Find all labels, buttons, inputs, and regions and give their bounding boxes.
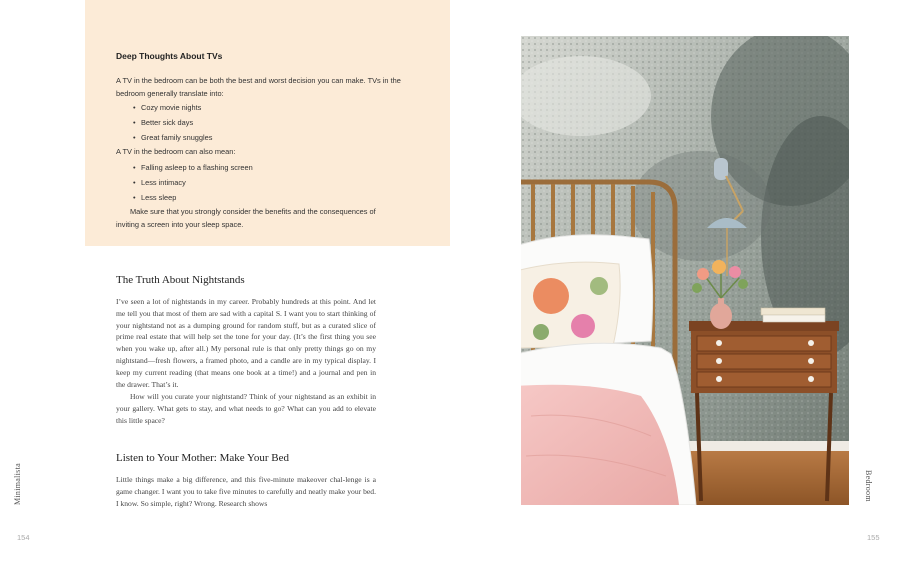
sidebar-list-item: • Cozy movie nights — [133, 103, 201, 112]
sidebar-list-item: • Less sleep — [133, 193, 176, 202]
page-number-right: 155 — [867, 533, 880, 542]
body-paragraph: I’ve seen a lot of nightstands in my career. Probably hundreds at this point. And let me tell you that most of them are sad with a capital S. I want you to start thinking of your nightstand not as a dumping ground for random stuff, but as a curated slice of prime real estate that will help set the tone for your day. (It’s the first thing you see when you wake up, after all.) My personal rule is that only pretty things go on my nightstand—fresh flowers, a framed photo, and a candle are in my typical display. I keep my current reading (that means one book at a time!) and a journal and pen in the drawer. That’s it. — [116, 297, 376, 389]
sidebar-also-mean: A TV in the bedroom can also mean: — [116, 147, 236, 156]
body-paragraph: Little things make a big difference, and this five-minute makeover chal-lenge is a game changer. I want you to take five minutes to carefully and neatly make your bed. I know. So simple, right? Wrong. Research shows — [116, 475, 376, 508]
body-paragraph: How will you curate your nightstand? Think of your nightstand as an exhibit in your gallery. What gets to stay, and what needs to go? What can you add to elevate this little space? — [116, 392, 376, 425]
page-number-left: 154 — [17, 533, 30, 542]
section-heading-make-bed: Listen to Your Mother: Make Your Bed — [116, 452, 289, 464]
bedroom-photo — [521, 36, 849, 505]
sidebar-list-item: • Falling asleep to a flashing screen — [133, 163, 253, 172]
sidebar-list-item: • Great family snuggles — [133, 133, 212, 142]
section-heading-nightstands: The Truth About Nightstands — [116, 274, 245, 286]
sidebar-list-item: • Less intimacy — [133, 178, 186, 187]
sidebar-list-item: • Better sick days — [133, 118, 193, 127]
sidebar-title: Deep Thoughts About TVs — [116, 51, 223, 61]
sidebar-intro: A TV in the bedroom can be both the best and worst decision you can make. TVs in the bedroom generally translate into: — [116, 76, 401, 98]
running-head-left: Minimalista — [13, 463, 22, 505]
sidebar-closing: Make sure that you strongly consider the benefits and the consequences of inviting a screen into your sleep space. — [116, 207, 376, 229]
sidebar-box — [85, 0, 450, 246]
running-head-right: Bedroom — [864, 470, 873, 502]
